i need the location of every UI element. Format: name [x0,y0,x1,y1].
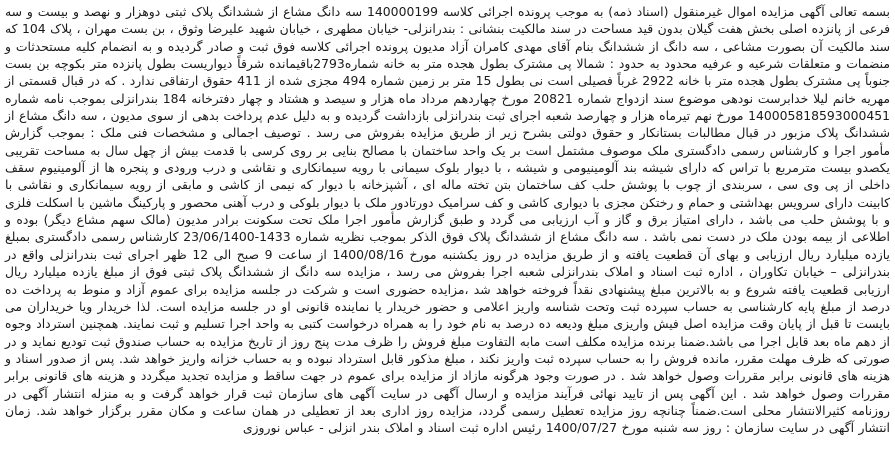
auction-notice-text: بسمه تعالی آگهی مزایده اموال غیرمنقول (اسناد ذمه) به موجب پرونده اجرائی کلاسه 140000199 سه دانگ مشاع از ششدانگ پلاک ثبتی دوهزار و نهصد و بیست و سه فرعی از پانزده اصلی بخش هفت گیلان بدون قید مساحت در سند مالکیت بنشانی : بندرانزلی- خیابان مطهری ، خیابان شهید علیرضا وثوق ، بن بست مهران ، پلاک 104 که سند مالکیت آن بصورت مشاعی ، سه دانگ از ششدانگ بنام آقای مهدی کامران آزاد مدیون پرونده اجرائی کلاسه فوق ثبت و صادر گردیده و به انضمام کلیه مستحدثات و منضمات و متعلقات شرعیه و عرفیه محدود به حدود : شمالا پی مشترک بطول هجده متر به خانه شماره2793باقیمانده شرقاً دیواریست بطول پانزده متر بکوچه بن بست جنوباً پی مشترک بطول هجده متر با خانه 2922 غرباً فصیلی است نی بطول 15 متر بر زمین شماره 494 مجزی شده از 411 حقوق ارتفاقی ندارد . که در قبال قسمتی از مهریه خانم لیلا خدابرست نودهی موضوع سند ازدواج شماره 20821 مورخ چهاردهم مرداد ماه هزار و سیصد و هشتاد و چهار دفترخانه 184 بندرانزلی بموجب نامه شماره 140005818593000451 مورخ نهم تیرماه هزار و چهارصد شعبه اجرای ثبت بندرانزلی بازداشت گردیده و به دلیل عدم پرداخت بدهی از سوی مدیون ، سه دانگ مشاع از ششدانگ پلاک مزبور در قبال مطالبات بستانکار و حقوق دولتی بشرح زیر از طریق مزایده بفروش می رسد . توصیف اجمالی و مشخصات فنی ملک : بموجب گزارش مأمور اجرا و کارشناس رسمی دادگستری ملک موصوف مشتمل است بر یک واحد ساختمان با مصالح بنایی بر روی کرسی با قدمت بیش از چهل سال به مساحت تقریبی یکصدو بیست مترمربع با تراس که دارای شیشه بند آلومینیومی و شیشه ، با دیوار بلوک سیمانی با رویه سیمانکاری و نقاشی و درب ورودی و پنجره ها از آلومینیوم سقف داخلی از پی وی سی ، سربندی از چوب با پوشش حلب کف ساختمان بتن تخته ماله ای ، آشپزخانه با دیوار که نیمی از کاشی و مابقی از رویه سیمانکاری و نقاشی با کابینت دارای سرویس بهداشتی و حمام و رختکن مجزی با دیواری کاشی و کف سرامیک دورتادور ملک با دیوار بلوکی و درب آهنی محصور و پارکینگ ماشین با اسکلت فلزی و با پوشش حلب می باشد ، دارای امتیاز برق و گاز و آب ارزیابی می گردد و طبق گزارش مأمور اجرا ملک تحت سکونت برادر مدیون (مالک سهم مشاع دیگر) بوده و اطلاعی از بیمه بودن ملک در دست نمی باشد . سه دانگ مشاع از ششدانگ پلاک فوق الذکر بموجب نظریه شماره 1433-23/06/1400 کارشناس رسمی دادگستری بمبلغ یازده میلیارد ریال ارزیابی و بهای آن قطعیت یافته و از طریق مزایده در روز یکشنبه مورخ 1400/08/16 از ساعت 9 صبح الی 12 ظهر اجرای ثبت بندرانزلی واقع در بندرانزلی – خیابان تکاوران ، اداره ثبت اسناد و املاک بندرانزلی شعبه اجرا بفروش می رسد ، مزایده سه دانگ از ششدانگ پلاک ثبتی فوق از مبلغ یازده میلیارد ریال ارزیابی قطعیت یافته شروع و به بالاترین مبلغ پیشنهادی نقداً فروخته خواهد شد ،مزایده حضوری است و شرکت در جلسه مزایده برای عموم آزاد و منوط به پرداخت ده درصد از مبلغ پایه کارشناسی به حساب سپرده ثبت وتحت شناسه واریز اعلامی و حضور خریدار یا نماینده قانونی او در جلسه مزایده است. لذا خریدار ویا خریداران می بایست تا قبل از پایان وقت مزایده اصل فیش واریزی مبلغ ودیعه ده درصد به نام خود را به همراه درخواست کتبی به واحد اجرا تسلیم و ثبت نمایند. همچنین استرداد وجوه از دهم ماه بعد قابل اجرا می باشد.ضمنا برنده مزایده مکلف است مابه التفاوت مبلغ فروش را ظرف مدت پنج روز از تاریخ مزایده به حساب صندوق ثبت تودیع نماید و در صورتی که ظرف مهلت مقرر، مانده فروش را به حساب سپرده ثبت واریز نکند ، مبلغ مذکور قابل استرداد نبوده و به حساب خزانه واریز خواهد شد. پس از صدور اسناد و هزینه های قانونی برابر مقررات وصول خواهد شد . در صورت وجود هرگونه مازاد از مزایده برای عموم در جهت ساقط و مزایده تجدید میگردد و هزینه های قانونی برابر مقررات وصول خواهد شد . این آگهی پس از تایید نهائی فرآیند مزایده و ارسال آگهی در سایت آگهی های سازمان ثبت قرار خواهد گرفت و به منزله انتشار آگهی در روزنامه کثیرالانتشار محلی است.ضمناً چنانچه روز مزایده تعطیل رسمی گردد، مزایده روز اداری بعد از تعطیلی در همان ساعت و مکان مقرر برگزار خواهد شد. زمان انتشار آگهی در سایت سازمان : روز سه شنبه مورخ 1400/07/27 رئیس اداره ثبت اسناد و املاک بندر انزلی - عباس نوروزی [5,4,891,436]
